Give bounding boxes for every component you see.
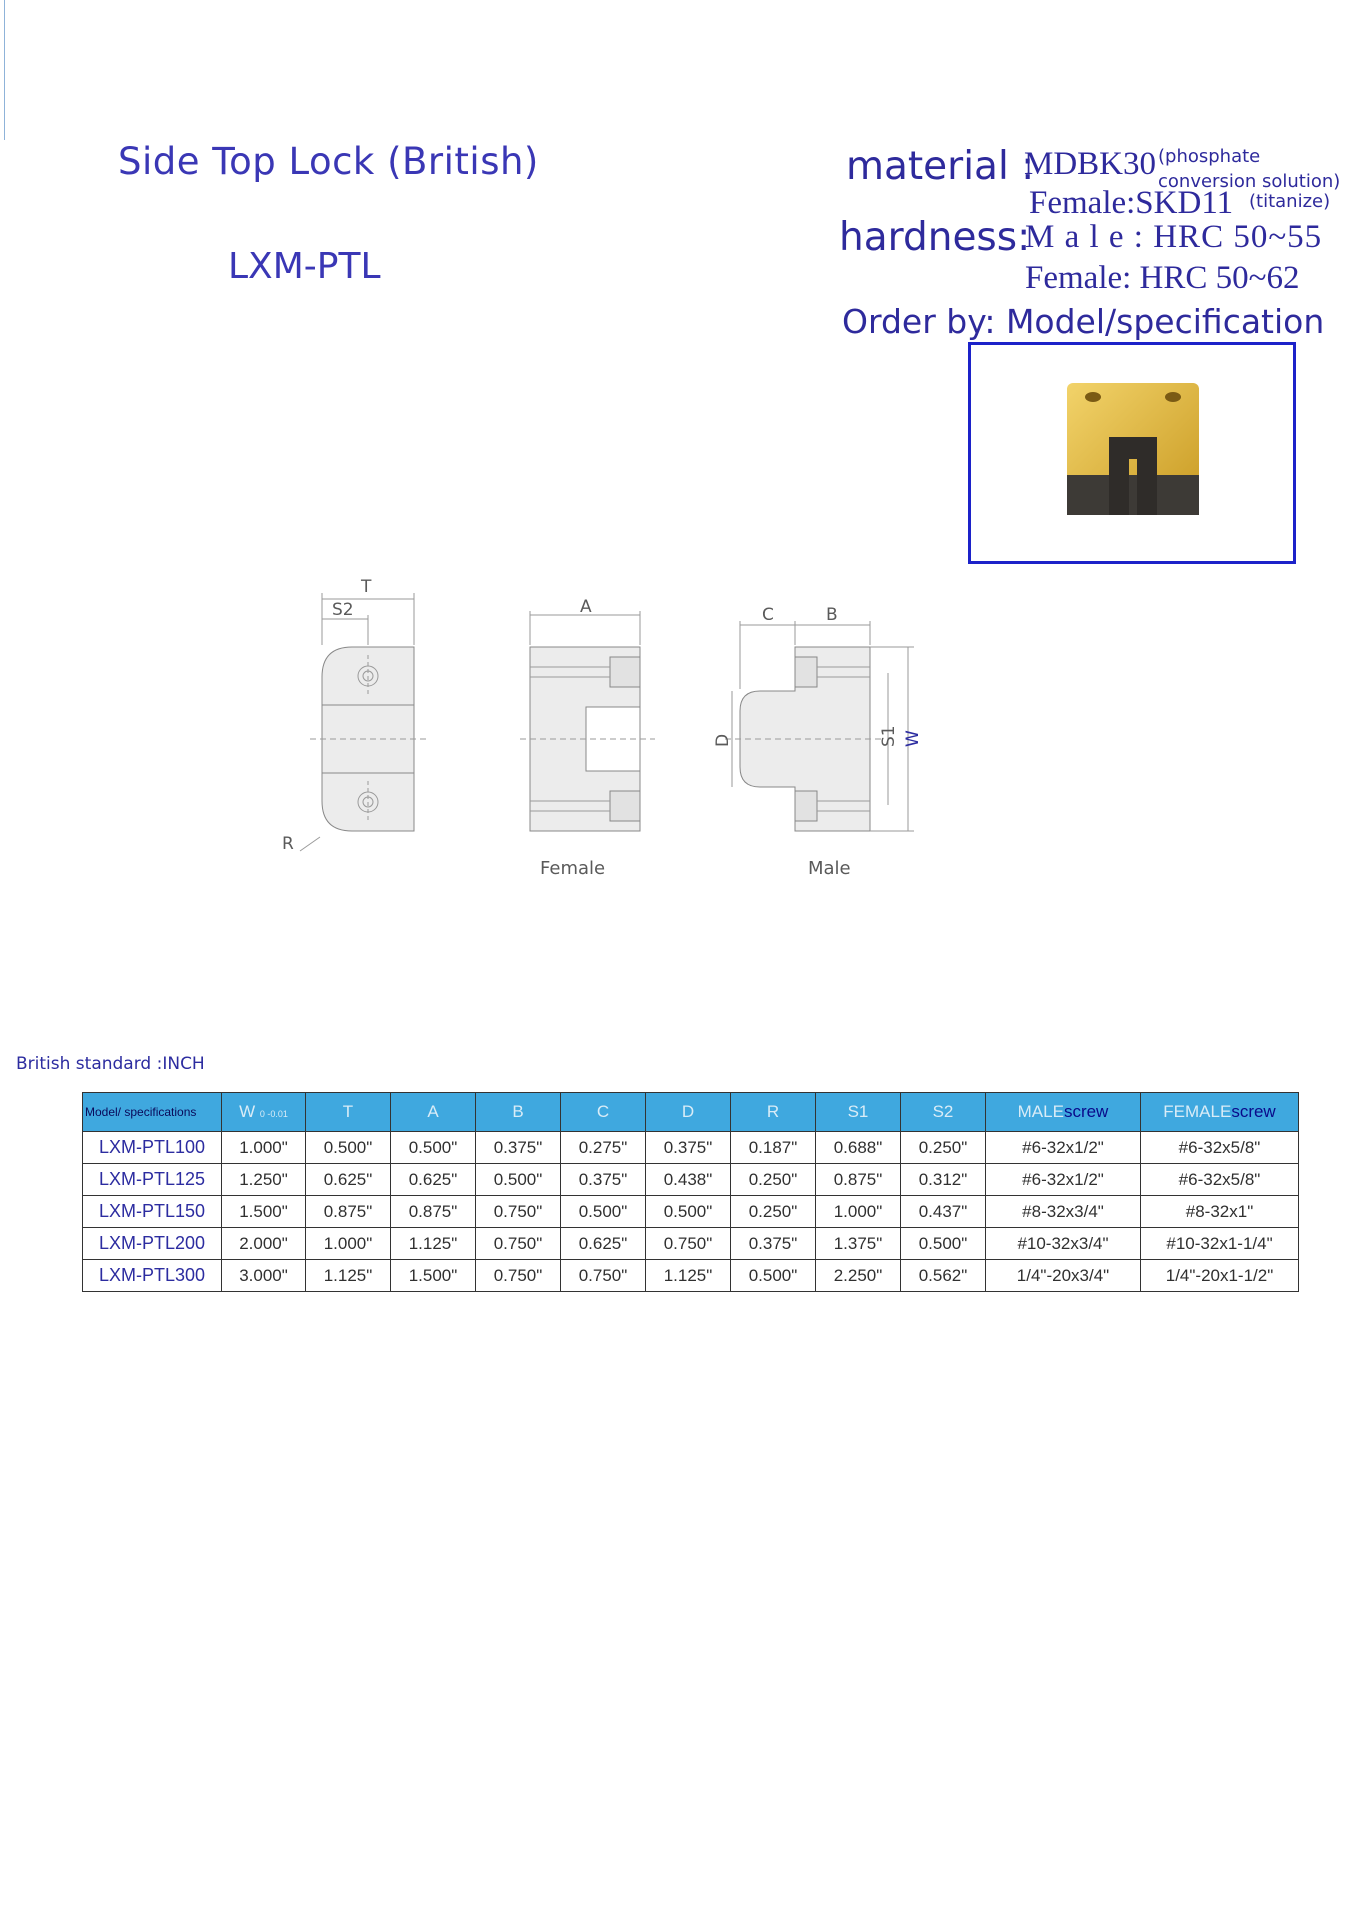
header-female-screw-word: screw [1231, 1102, 1276, 1121]
table-header-row [83, 1093, 1299, 1132]
cell-r: 0.500" [731, 1260, 816, 1292]
female-caption: Female [540, 858, 606, 879]
header-female-screw [1141, 1093, 1299, 1132]
female-view [520, 611, 655, 831]
hardness-label: hardness: [839, 215, 1031, 260]
cell-a: 1.500" [391, 1260, 476, 1292]
cell-female-screw: 1/4"-20x1-1/2" [1141, 1260, 1299, 1292]
cell-d: 0.375" [646, 1132, 731, 1164]
model-prefix: LXM [98, 1201, 136, 1221]
header-a-label: A [427, 1102, 439, 1121]
cell-t: 0.875" [306, 1196, 391, 1228]
female-material-note: (titanize) [1249, 191, 1331, 212]
header-model: Model/ specifications [83, 1093, 222, 1132]
spec-table-body [83, 1132, 1299, 1292]
header-c [561, 1093, 646, 1132]
cell-model [83, 1164, 222, 1196]
cell-s1: 1.000" [816, 1196, 901, 1228]
order-by: Order by: Model/specification [842, 302, 1325, 341]
cell-b: 0.750" [476, 1260, 561, 1292]
product-photo-frame [968, 342, 1296, 564]
cell-s2: 0.500" [901, 1228, 986, 1260]
table-row [83, 1196, 1299, 1228]
cell-female-screw: #8-32x1" [1141, 1196, 1299, 1228]
dim-label-r: R [282, 834, 294, 854]
cell-s2: 0.250" [901, 1132, 986, 1164]
header-b-label: B [512, 1102, 524, 1121]
table-row [83, 1260, 1299, 1292]
header-d-label: D [681, 1102, 695, 1121]
cell-female-screw: #6-32x5/8" [1141, 1132, 1299, 1164]
model-code: LXM-PTL [228, 246, 381, 287]
cell-a: 1.125" [391, 1228, 476, 1260]
header-d [646, 1093, 731, 1132]
cell-male-screw: #8-32x3/4" [986, 1196, 1141, 1228]
cell-t: 0.625" [306, 1164, 391, 1196]
female-hardness: Female: HRC 50~62 [1025, 260, 1300, 296]
dim-label-a: A [580, 597, 592, 617]
cell-s2: 0.437" [901, 1196, 986, 1228]
cell-s2: 0.562" [901, 1260, 986, 1292]
table-row [83, 1164, 1299, 1196]
model-suffix: -PTL125 [135, 1169, 206, 1189]
model-suffix: -PTL100 [135, 1137, 206, 1157]
model-suffix: -PTL150 [135, 1201, 206, 1221]
header-r-label: R [766, 1102, 780, 1121]
cell-w: 1.000" [222, 1132, 306, 1164]
cell-model [83, 1228, 222, 1260]
header-s2 [901, 1093, 986, 1132]
header-w [222, 1093, 306, 1132]
cell-t: 1.125" [306, 1260, 391, 1292]
male-hardness: M a l e : HRC 50~55 [1025, 219, 1323, 255]
cell-b: 0.750" [476, 1196, 561, 1228]
page-title: Side Top Lock (British) [118, 140, 539, 183]
product-photo [1065, 381, 1201, 517]
cell-c: 0.625" [561, 1228, 646, 1260]
cell-b: 0.500" [476, 1164, 561, 1196]
cell-c: 0.275" [561, 1132, 646, 1164]
cell-c: 0.500" [561, 1196, 646, 1228]
header-s2-label: S2 [932, 1102, 954, 1121]
table-caption: British standard :INCH [16, 1054, 205, 1074]
cell-model [83, 1260, 222, 1292]
model-prefix: LXM [98, 1233, 136, 1253]
cell-t: 0.500" [306, 1132, 391, 1164]
cell-a: 0.500" [391, 1132, 476, 1164]
cell-female-screw: #10-32x1-1/4" [1141, 1228, 1299, 1260]
page-edge-line [4, 0, 5, 140]
model-suffix: -PTL300 [135, 1265, 206, 1285]
header-b [476, 1093, 561, 1132]
table-row [83, 1132, 1299, 1164]
cell-w: 1.250" [222, 1164, 306, 1196]
header-male-prefix: MALE [1017, 1102, 1064, 1121]
model-suffix: -PTL200 [135, 1233, 206, 1253]
model-prefix: LXM [98, 1265, 136, 1285]
male-caption: Male [808, 858, 851, 879]
header-w-tolerance: 0 -0.01 [259, 1109, 288, 1119]
cell-d: 0.500" [646, 1196, 731, 1228]
model-prefix: LXM [98, 1137, 136, 1157]
cell-w: 1.500" [222, 1196, 306, 1228]
spec-table [82, 1092, 1299, 1292]
female-material: Female:SKD11 [1029, 185, 1234, 221]
cell-r: 0.187" [731, 1132, 816, 1164]
cell-male-screw: #6-32x1/2" [986, 1132, 1141, 1164]
cell-w: 2.000" [222, 1228, 306, 1260]
cell-female-screw: #6-32x5/8" [1141, 1164, 1299, 1196]
cell-s2: 0.312" [901, 1164, 986, 1196]
dim-label-b: B [826, 605, 838, 625]
header-male-screw-word: screw [1063, 1102, 1109, 1121]
cell-s1: 2.250" [816, 1260, 901, 1292]
header-t-label: T [342, 1102, 354, 1121]
cell-t: 1.000" [306, 1228, 391, 1260]
cell-c: 0.750" [561, 1260, 646, 1292]
dim-label-s1: S1 [879, 725, 899, 747]
material-value: MDBK30 [1024, 146, 1157, 182]
header-w-label: W [239, 1102, 256, 1121]
cell-male-screw: 1/4"-20x3/4" [986, 1260, 1141, 1292]
dim-label-c: C [762, 605, 774, 625]
header-r [731, 1093, 816, 1132]
header-s1-label: S1 [847, 1102, 869, 1121]
header-female-prefix: FEMALE [1163, 1102, 1232, 1121]
cell-male-screw: #6-32x1/2" [986, 1164, 1141, 1196]
header-t [306, 1093, 391, 1132]
cell-male-screw: #10-32x3/4" [986, 1228, 1141, 1260]
model-prefix: LXM [98, 1169, 136, 1189]
cell-model [83, 1196, 222, 1228]
material-label: material : [846, 144, 1035, 189]
cell-d: 1.125" [646, 1260, 731, 1292]
cell-d: 0.750" [646, 1228, 731, 1260]
material-note: (phosphate conversion solution) [1158, 146, 1341, 192]
cell-s1: 0.875" [816, 1164, 901, 1196]
cell-s1: 1.375" [816, 1228, 901, 1260]
header-male-screw [986, 1093, 1141, 1132]
header-a [391, 1093, 476, 1132]
cell-s1: 0.688" [816, 1132, 901, 1164]
cell-r: 0.375" [731, 1228, 816, 1260]
dim-label-w: W [903, 730, 923, 747]
dim-label-s2: S2 [332, 600, 354, 620]
header-c-label: C [596, 1102, 610, 1121]
cell-c: 0.375" [561, 1164, 646, 1196]
table-row [83, 1228, 1299, 1260]
cell-model [83, 1132, 222, 1164]
cell-a: 0.875" [391, 1196, 476, 1228]
cell-a: 0.625" [391, 1164, 476, 1196]
cell-b: 0.750" [476, 1228, 561, 1260]
dim-label-t: T [361, 577, 372, 597]
cell-w: 3.000" [222, 1260, 306, 1292]
cell-b: 0.375" [476, 1132, 561, 1164]
technical-drawings [270, 575, 950, 895]
dim-label-d: D [713, 733, 733, 747]
cell-r: 0.250" [731, 1164, 816, 1196]
header-s1 [816, 1093, 901, 1132]
cell-d: 0.438" [646, 1164, 731, 1196]
cell-r: 0.250" [731, 1196, 816, 1228]
side-view [300, 593, 430, 851]
